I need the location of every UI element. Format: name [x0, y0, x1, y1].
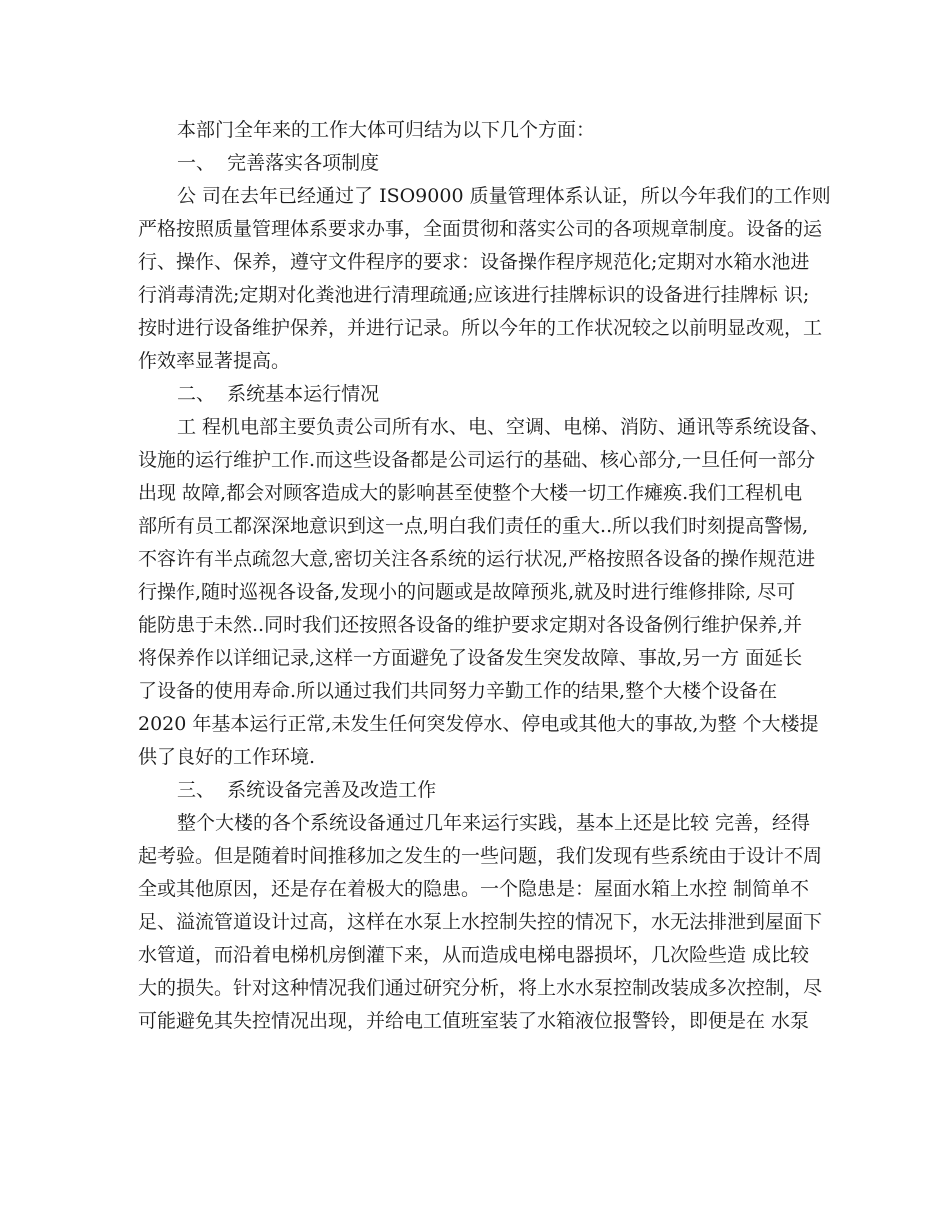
- paragraph-line: 了设备的使用寿命.所以通过我们共同努力辛勤工作的结果,整个大楼个设备在: [138, 680, 778, 702]
- paragraph-line: 部所有员工都深深地意识到这一点,明白我们责任的重大..所以我们时刻提高警惕,: [138, 515, 809, 537]
- paragraph-line: 起考验。但是随着时间推移加之发生的一些问题，我们发现有些系统由于设计不周: [138, 845, 823, 867]
- paragraph-line: 行、操作、保养，遵守文件程序的要求：设备操作程序规范化;定期对水箱水池进: [138, 251, 810, 273]
- paragraph-line: 将保养作以详细记录,这样一方面避免了设备发生突发故障、事故,另一方 面延长: [138, 647, 803, 669]
- paragraph-line: 按时进行设备维护保养，并进行记录。所以今年的工作状况较之以前明显改观，工: [138, 317, 823, 339]
- paragraph-line: 行操作,随时巡视各设备,发现小的问题或是故障预兆,就及时进行维修排除, 尽可: [138, 581, 796, 603]
- paragraph-line: 设施的运行维护工作.而这些设备都是公司运行的基础、核心部分,一旦任何一部分: [138, 449, 816, 471]
- paragraph-line: 全或其他原因，还是存在着极大的隐患。一个隐患是：屋面水箱上水控 制简单不: [138, 878, 810, 900]
- paragraph-line: 可能避免其失控情况出现，并给电工值班室装了水箱液位报警铃，即便是在 水泵: [138, 1010, 810, 1032]
- paragraph-line: 行消毒清洗;定期对化粪池进行清理疏通;应该进行挂牌标识的设备进行挂牌标 识;: [138, 284, 810, 306]
- paragraph-line: 2020 年基本运行正常,未发生任何突发停水、停电或其他大的事故,为整 个大楼提: [138, 713, 819, 735]
- paragraph-line: 水管道，而沿着电梯机房倒灌下来，从而造成电梯电器损坏，几次险些造 成比较: [138, 944, 810, 966]
- paragraph-line: 供了良好的工作环境.: [138, 746, 316, 768]
- section-heading-2: 二、 系统基本运行情况: [177, 383, 380, 405]
- paragraph-line: 工 程机电部主要负责公司所有水、电、空调、电梯、消防、通讯等系统设备、: [177, 416, 830, 438]
- paragraph-line: 公 司在去年已经通过了 ISO9000 质量管理体系认证，所以今年我们的工作则: [177, 185, 831, 207]
- paragraph-line: 大的损失。针对这种情况我们通过研究分析，将上水水泵控制改装成多次控制，尽: [138, 977, 823, 999]
- paragraph-line: 足、溢流管道设计过高，这样在水泵上水控制失控的情况下，水无法排泄到屋面下: [138, 911, 823, 933]
- paragraph-line: 出现 故障,都会对顾客造成大的影响甚至使整个大楼一切工作瘫痪.我们工程机电: [138, 482, 803, 504]
- paragraph-line: 能防患于未然..同时我们还按照各设备的维护要求定期对各设备例行维护保养,并: [138, 614, 803, 636]
- paragraph-line: 不容许有半点疏忽大意,密切关注各系统的运行状况,严格按照各设备的操作规范进: [138, 548, 816, 570]
- paragraph-line: 严格按照质量管理体系要求办事，全面贯彻和落实公司的各项规章制度。设备的运: [138, 218, 823, 240]
- paragraph-line: 整个大楼的各个系统设备通过几年来运行实践，基本上还是比较 完善，经得: [177, 812, 811, 834]
- section-heading-1: 一、 完善落实各项制度: [177, 152, 380, 174]
- intro-line: 本部门全年来的工作大体可归结为以下几个方面：: [177, 119, 596, 141]
- section-heading-3: 三、 系统设备完善及改造工作: [177, 779, 437, 801]
- paragraph-line: 作效率显著提高。: [138, 350, 291, 372]
